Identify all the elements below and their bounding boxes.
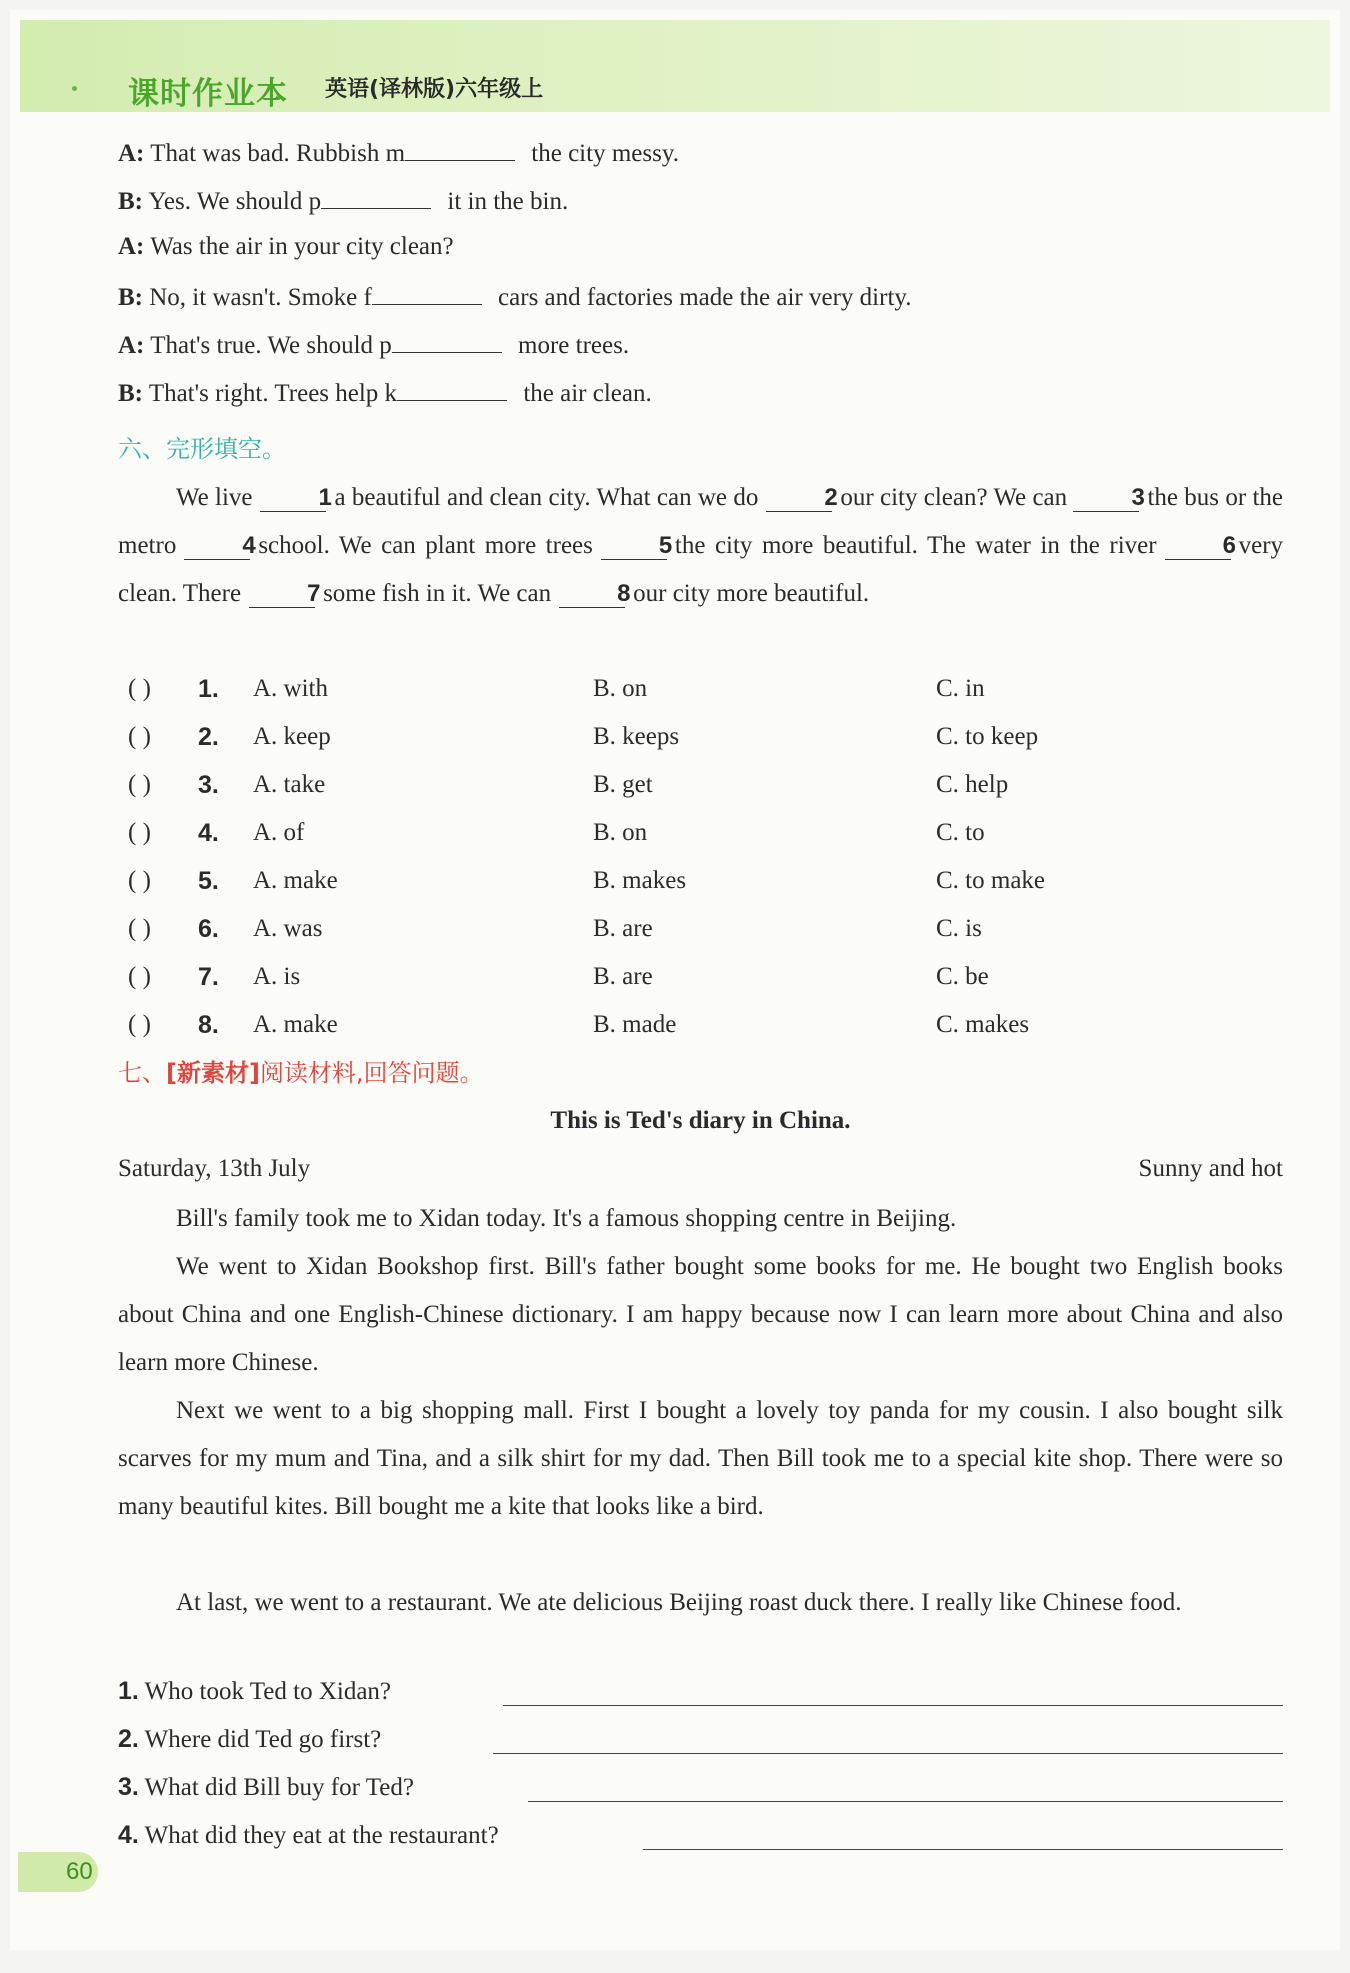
option-b: B. are [593,915,653,942]
option-a: A. make [253,867,338,894]
reading-question: 2. Where did Ted go first? [118,1724,1283,1756]
option-a: A. with [253,675,328,702]
cloze-blank[interactable]: 5 [601,533,667,560]
workbook-page [10,10,1340,1950]
choice-question: ( ) 5. A. make B. makes C. to make [128,867,1046,895]
book-title: 课时作业本 [128,76,288,112]
new-material-tag: [新素材] [166,1059,260,1087]
diary-paragraph: We went to Xidan Bookshop first. Bill's father bought some books for me. He bought two English books about China and one English-Chinese dictionary. I am happy because now I can learn more about China and also learn more Chinese. [118,1253,1283,1376]
answer-paren[interactable]: ( ) [128,723,151,750]
answer-paren[interactable]: ( ) [128,915,151,942]
answer-blank[interactable] [405,136,515,161]
option-c: C. makes [936,1011,1030,1038]
option-b: B. makes [593,867,687,894]
option-c: C. be [936,963,989,990]
dialogue-line: A: Was the air in your city clean? [118,233,454,260]
dialogue-line: A: That's true. We should p more trees. [118,328,1283,361]
dialogue-line: B: Yes. We should p it in the bin. [118,184,1283,217]
option-a: A. take [253,771,326,798]
diary-weather: Sunny and hot [1138,1155,1283,1182]
cloze-blank[interactable]: 8 [559,581,625,608]
option-c: C. in [936,675,985,702]
answer-blank[interactable] [392,328,502,353]
option-a: A. of [253,819,305,846]
section-7-title: 七、[新素材]阅读材料,回答问题。 [118,1059,484,1087]
choice-question: ( ) 6. A. was B. are C. is [128,915,982,943]
option-a: A. make [253,1011,338,1038]
option-c: C. to [936,819,985,846]
option-b: B. on [593,819,648,846]
answer-paren[interactable]: ( ) [128,819,151,846]
option-a: A. was [253,915,323,942]
answer-paren[interactable]: ( ) [128,675,151,702]
answer-paren[interactable]: ( ) [128,867,151,894]
choice-question: ( ) 1. A. with B. on C. in [128,675,985,703]
choice-question: ( ) 3. A. take B. get C. help [128,771,1009,799]
answer-paren[interactable]: ( ) [128,1011,151,1038]
diary-paragraph: Next we went to a big shopping mall. First I bought a lovely toy panda for my cousin. I also bought silk scarves for my mum and Tina, and a silk shirt for my dad. Then Bill took me to a special kite shop. There were so many beautiful kites. Bill bought me a kite that looks like a bird. [118,1397,1283,1520]
answer-blank[interactable] [321,184,431,209]
option-a: A. is [253,963,301,990]
answer-line[interactable] [643,1847,1283,1850]
reading-question: 4. What did they eat at the restaurant? [118,1820,1283,1852]
dialogue-line: B: That's right. Trees help k the air clean. [118,376,1283,409]
page-number: 60 [18,1852,98,1892]
reading-question: 1. Who took Ted to Xidan? [118,1676,1283,1708]
choice-question: ( ) 4. A. of B. on C. to [128,819,985,847]
cloze-blank[interactable]: 4 [184,533,250,560]
cloze-blank[interactable]: 2 [766,485,832,512]
reading-question: 3. What did Bill buy for Ted? [118,1772,1283,1804]
cloze-blank[interactable]: 1 [260,485,326,512]
page-header [20,20,1330,112]
dialogue-line: B: No, it wasn't. Smoke f cars and factories made the air very dirty. [118,280,1283,313]
diary-date: Saturday, 13th July [118,1155,311,1182]
cloze-blank[interactable]: 3 [1073,485,1139,512]
choice-question: ( ) 8. A. make B. made C. makes [128,1011,1030,1039]
option-a: A. keep [253,723,331,750]
book-subtitle: 英语(译林版)六年级上 [325,77,544,102]
option-c: C. is [936,915,982,942]
diary-paragraph: At last, we went to a restaurant. We ate delicious Beijing roast duck there. I really like Chinese food. [176,1589,1182,1616]
option-b: B. are [593,963,653,990]
option-c: C. to make [936,867,1046,894]
answer-blank[interactable] [372,280,482,305]
cloze-passage: We live 1 a beautiful and clean city. What can we do 2 our city clean? We can 3 the bus or the metro 4 school. We can plant more trees 5 the city more beautiful. The water in the river 6 very clean. There 7 some fish in it. We can 8 our city more beautiful. [118,484,1284,607]
option-b: B. keeps [593,723,680,750]
answer-line[interactable] [503,1703,1283,1706]
choice-question: ( ) 2. A. keep B. keeps C. to keep [128,723,1039,751]
cloze-blank[interactable]: 7 [249,581,315,608]
choice-question: ( ) 7. A. is B. are C. be [128,963,989,991]
leaf-icon [72,86,77,91]
answer-paren[interactable]: ( ) [128,963,151,990]
answer-line[interactable] [528,1799,1283,1802]
option-c: C. help [936,771,1009,798]
cloze-blank[interactable]: 6 [1165,533,1231,560]
option-b: B. made [593,1011,677,1038]
answer-paren[interactable]: ( ) [128,771,151,798]
diary-header [118,1154,1283,1184]
section-6-title: 六、完形填空。 [118,435,286,463]
diary-paragraph: Bill's family took me to Xidan today. It's a famous shopping centre in Beijing. [176,1205,957,1232]
dialogue-line: A: That was bad. Rubbish m the city messy. [118,136,1283,169]
answer-line[interactable] [493,1751,1283,1754]
option-c: C. to keep [936,723,1039,750]
option-b: B. on [593,675,648,702]
diary-title: This is Ted's diary in China. [550,1107,851,1134]
option-b: B. get [593,771,653,798]
answer-blank[interactable] [397,376,507,401]
